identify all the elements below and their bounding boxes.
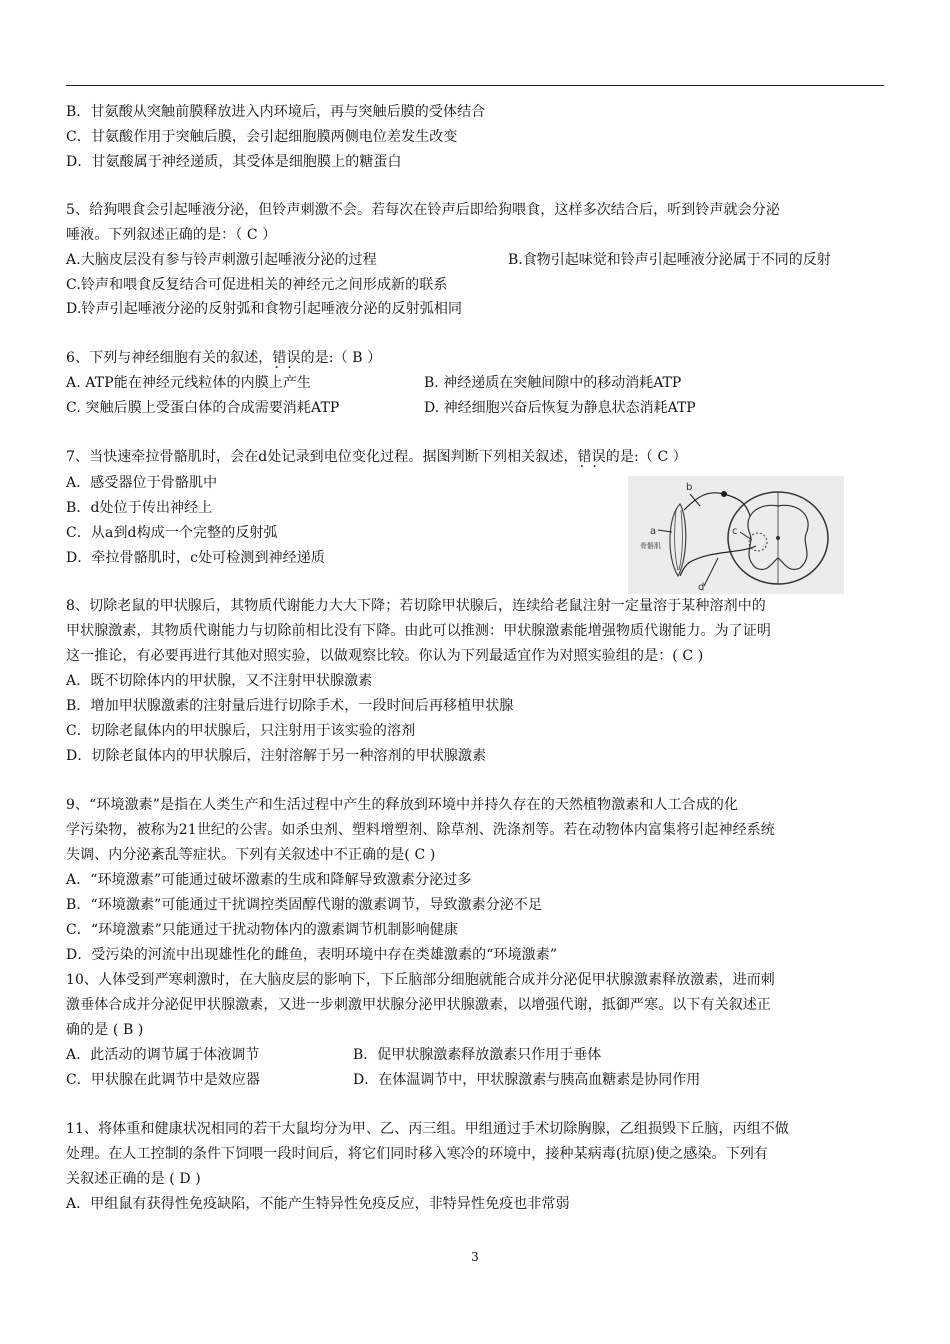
q11-stem-line2: 处理。在人工控制的条件下饲喂一段时间后，将它们同时移入寒冷的环境中，接种某病毒(抗原)使之感染。下列有: [66, 1146, 769, 1162]
q5-option-a: A.大脑皮层没有参与铃声刺激引起唾液分泌的过程: [66, 252, 377, 268]
q5-stem-line1: 5、给狗喂食会引起唾液分泌，但铃声刺激不会。若每次在铃声后即给狗喂食，这样多次结合后，听到铃声就会分泌: [66, 202, 781, 218]
q4-option-c: C．甘氨酸作用于突触后膜，会引起细胞膜两侧电位差发生改变: [66, 129, 458, 145]
q4-option-b: B．甘氨酸从突触前膜释放进入内环境后，再与突触后膜的受体结合: [66, 104, 486, 120]
q7-stem: [66, 447, 687, 467]
q7-option-a: A．感受器位于骨骼肌中: [66, 475, 218, 491]
q6-stem-post: 的是:（ B ）: [300, 350, 382, 366]
label-a: a: [650, 526, 657, 537]
afferent-nerve: [684, 493, 750, 516]
q9-option-a: A．“环境激素”可能通过破坏激素的生成和降解导致激素分泌过多: [66, 872, 472, 888]
q8-stem-line3: 这一推论，有必要再进行其他对照实验，以做观察比较。你认为下列最适宜作为对照实验组的是：( C ): [66, 648, 704, 664]
q9-stem-line1: 9、“环境激素”是指在人类生产和生活过程中产生的释放到环境中并持久存在的天然植物激素和人工合成的化: [66, 797, 739, 813]
q10-stem-line3: 确的是 ( B ): [66, 1022, 144, 1038]
q9-stem-line2: 学污染物，被称为21世纪的公害。如杀虫剂、塑料增塑剂、除草剂、洗涤剂等。若在动物体内富集将引起神经系统: [66, 822, 775, 838]
q10-stem-line1: 10、人体受到严寒刺激时，在大脑皮层的影响下，下丘脑部分细胞就能合成并分泌促甲状腺激素释放激素，进而刺: [66, 972, 775, 988]
q8-option-a: A．既不切除体内的甲状腺，又不注射甲状腺激素: [66, 673, 373, 689]
q11-stem-line1: 11、将体重和健康状况相同的若干大鼠均分为甲、乙、丙三组。甲组通过手术切除胸腺，乙组损毁下丘脑，丙组不做: [66, 1121, 790, 1137]
q10-option-b: B．促甲状腺激素释放激素只作用于垂体: [353, 1047, 602, 1063]
q10-stem-line2: 激垂体合成并分泌促甲状腺激素，又进一步刺激甲状腺分泌甲状腺激素，以增强代谢，抵御严寒。以下有关叙述正: [66, 997, 771, 1013]
q6-stem-emphasis: 错误 · ·: [272, 348, 300, 368]
pointer-b: [690, 494, 700, 506]
label-muscle: 骨骼肌: [640, 542, 661, 550]
q9-option-c: C．“环境激素”只能通过干扰动物体内的激素调节机制影响健康: [66, 922, 458, 938]
q6-option-a: A. ATP能在神经元线粒体的内膜上产生: [66, 375, 312, 391]
q6-stem: [66, 348, 381, 368]
q7-option-c: C．从a到d构成一个完整的反射弧: [66, 525, 278, 541]
pointer-d: [704, 558, 718, 586]
q4-option-d: D．甘氨酸属于神经递质，其受体是细胞膜上的糖蛋白: [66, 154, 402, 170]
q7-option-b: B．d处位于传出神经上: [66, 500, 213, 516]
page-number: 3: [471, 1250, 479, 1264]
label-c: c: [732, 526, 738, 537]
q11-stem-line3: 关叙述正确的是 ( D ): [66, 1171, 201, 1187]
q8-stem-line1: 8、切除老鼠的甲状腺后，其物质代谢能力大大下降；若切除甲状腺后，连续给老鼠注射一定量溶于某种溶剂中的: [66, 598, 766, 614]
q8-option-c: C．切除老鼠体内的甲状腺后，只注射用于该实验的溶剂: [66, 723, 416, 739]
q8-option-b: B．增加甲状腺激素的注射量后进行切除手术，一段时间后再移植甲状腺: [66, 698, 514, 714]
reflex-arc-figure: [628, 476, 844, 594]
header-rule: [66, 85, 884, 86]
muscle-shape: [670, 504, 686, 576]
muscle-fiber: [675, 510, 678, 570]
q7-stem-pre: 7、当快速牵拉骨骼肌时，会在d处记录到电位变化过程。据图判断下列相关叙述，: [66, 449, 578, 465]
q9-option-b: B．“环境激素”可能通过干扰调控类固醇代谢的激素调节，导致激素分泌不足: [66, 897, 543, 913]
q8-stem-line2: 甲状腺激素，其物质代谢能力与切除前相比没有下降。由此可以推测：甲状腺激素能增强物质代谢能力。为了证明: [66, 623, 771, 639]
q6-option-c: C. 突触后膜上受蛋白体的合成需要消耗ATP: [66, 400, 340, 416]
q5-stem-line2: 唾液。下列叙述正确的是：（ C ）: [66, 227, 277, 243]
q7-option-d: D．牵拉骨骼肌时，c处可检测到神经递质: [66, 550, 325, 566]
q7-stem-post: 的是:（ C ）: [605, 449, 687, 465]
q8-option-d: D．切除老鼠体内的甲状腺后，注射溶解于另一种溶剂的甲状腺激素: [66, 748, 487, 764]
synapse-c: [749, 533, 767, 551]
muscle-fiber: [679, 510, 682, 570]
q11-option-a: A．甲组鼠有获得性免疫缺陷，不能产生特异性免疫反应，非特异性免疫也非常弱: [66, 1196, 570, 1212]
label-b: b: [686, 482, 693, 493]
q10-option-a: A．此活动的调节属于体液调节: [66, 1047, 260, 1063]
ganglion: [721, 491, 727, 497]
label-d: d: [698, 582, 705, 593]
reflex-arc-diagram: [628, 476, 844, 594]
q6-stem-pre: 6、下列与神经细胞有关的叙述，: [66, 350, 273, 366]
q5-option-d: D.铃声引起唾液分泌的反射弧和食物引起唾液分泌的反射弧相同: [66, 301, 463, 317]
q9-stem-line3: 失调、内分泌紊乱等症状。下列有关叙述中不正确的是( C ): [66, 847, 436, 863]
q7-stem-emphasis: 错误 · ·: [578, 447, 606, 467]
q6-option-b: B. 神经递质在突触间隙中的移动消耗ATP: [424, 375, 682, 391]
q10-option-d: D．在体温调节中，甲状腺激素与胰高血糖素是协同作用: [353, 1072, 701, 1088]
q9-option-d: D．受污染的河流中出现雄性化的雌鱼，表明环境中存在类雄激素的“环境激素”: [66, 947, 558, 963]
q6-option-d: D. 神经细胞兴奋后恢复为静息状态消耗ATP: [424, 400, 696, 416]
q5-option-b: B.食物引起味觉和铃声引起唾液分泌属于不同的反射: [508, 252, 831, 268]
q5-option-c: C.铃声和喂食反复结合可促进相关的神经元之间形成新的联系: [66, 277, 448, 293]
q10-option-c: C．甲状腺在此调节中是效应器: [66, 1072, 261, 1088]
